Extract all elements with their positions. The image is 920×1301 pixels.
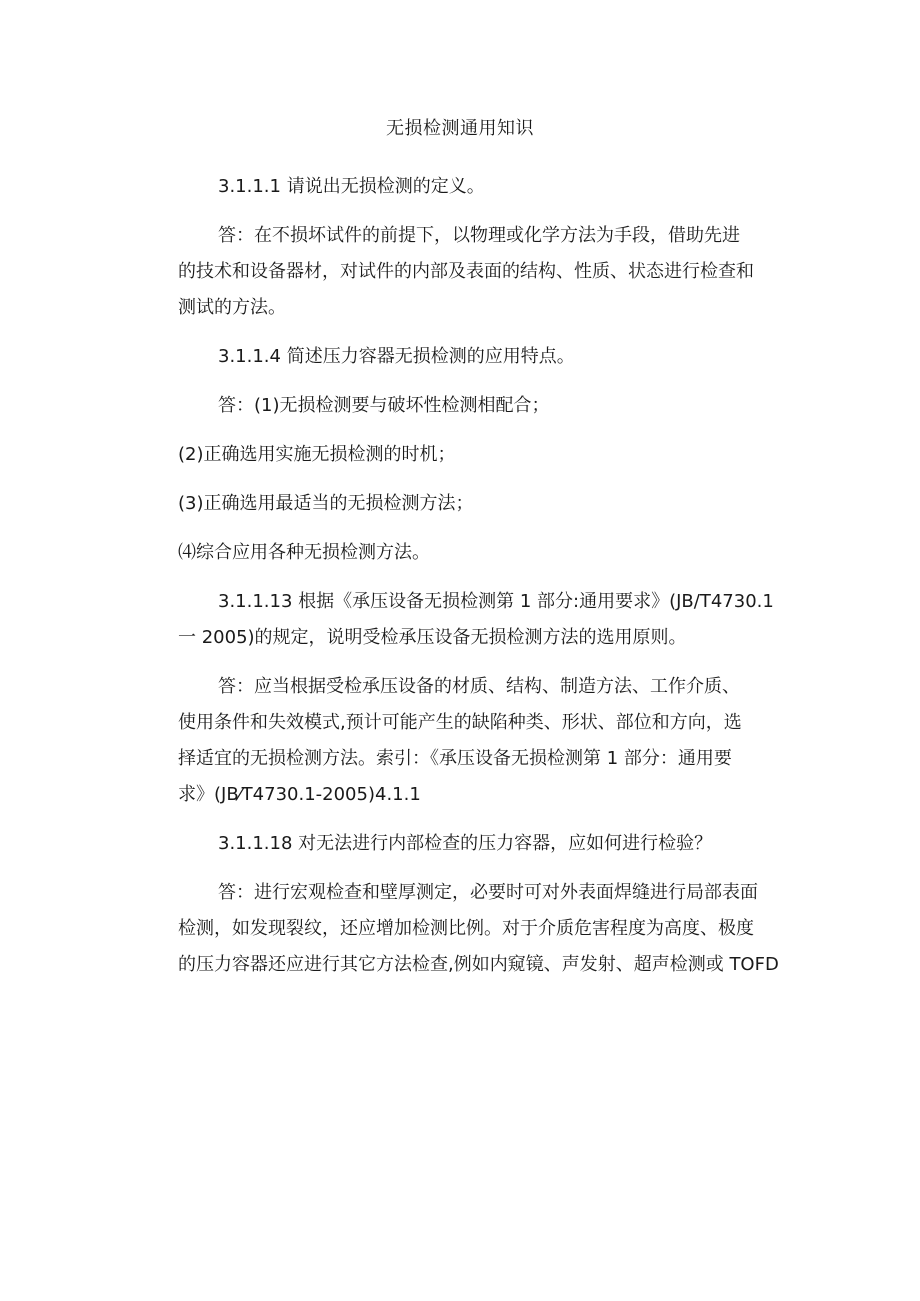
text-line: 3.1.1.18 对无法进行内部检查的压力容器，应如何进行检验？ [218, 833, 713, 854]
answer-3-1-1-1 [138, 218, 784, 326]
text-line: 的压力容器还应进行其它方法检查,例如内窥镜、声发射、超声检测或 TOFD [178, 954, 779, 975]
text-line: 答：在不损坏试件的前提下，以物理或化学方法为手段，借助先进 [218, 225, 740, 246]
text-line: 使用条件和失效模式,预计可能产生的缺陷种类、形状、部位和方向，选 [178, 712, 742, 733]
question-3-1-1-4 [138, 339, 784, 375]
text-line: 答：(1)无损检测要与破坏性检测相配合； [218, 395, 550, 416]
answer-3-1-1-13 [138, 669, 784, 813]
text-line: 测试的方法。 [178, 297, 286, 318]
answer-item-3 [138, 486, 784, 522]
text-line: 一 2005)的规定，说明受检承压设备无损检测方法的选用原则。 [178, 627, 687, 648]
text-line: (3)正确选用最适当的无损检测方法； [178, 493, 474, 514]
text-line: 求》(JB⁄T4730.1-2005)4.1.1 [178, 784, 421, 805]
document-title: 无损检测通用知识 [386, 118, 534, 139]
answer-item-1 [138, 388, 784, 424]
text-line: 3.1.1.13 根据《承压设备无损检测第 1 部分:通用要求》(JB/T4730.1 [218, 591, 774, 612]
text-line: ⑷综合应用各种无损检测方法。 [178, 542, 430, 563]
document-body [138, 169, 784, 996]
question-3-1-1-13 [138, 584, 784, 656]
text-line: 3.1.1.4 简述压力容器无损检测的应用特点。 [218, 346, 575, 367]
question-3-1-1-1 [138, 169, 784, 205]
text-line: 检测，如发现裂纹，还应增加检测比例。对于介质危害程度为高度、极度 [178, 918, 754, 939]
text-line: 答：进行宏观检查和壁厚测定，必要时可对外表面焊缝进行局部表面 [218, 882, 758, 903]
text-line: 答：应当根据受检承压设备的材质、结构、制造方法、工作介质、 [218, 676, 740, 697]
answer-item-4 [138, 535, 784, 571]
text-line: 的技术和设备器材，对试件的内部及表面的结构、性质、状态进行检查和 [178, 261, 754, 282]
question-3-1-1-18 [138, 826, 784, 862]
text-line: 3.1.1.1 请说出无损检测的定义。 [218, 176, 485, 197]
answer-3-1-1-18 [138, 875, 784, 983]
text-line: (2)正确选用实施无损检测的时机； [178, 444, 456, 465]
text-line: 择适宜的无损检测方法。索引：《承压设备无损检测第 1 部分：通用要 [178, 748, 732, 769]
answer-item-2 [138, 437, 784, 473]
